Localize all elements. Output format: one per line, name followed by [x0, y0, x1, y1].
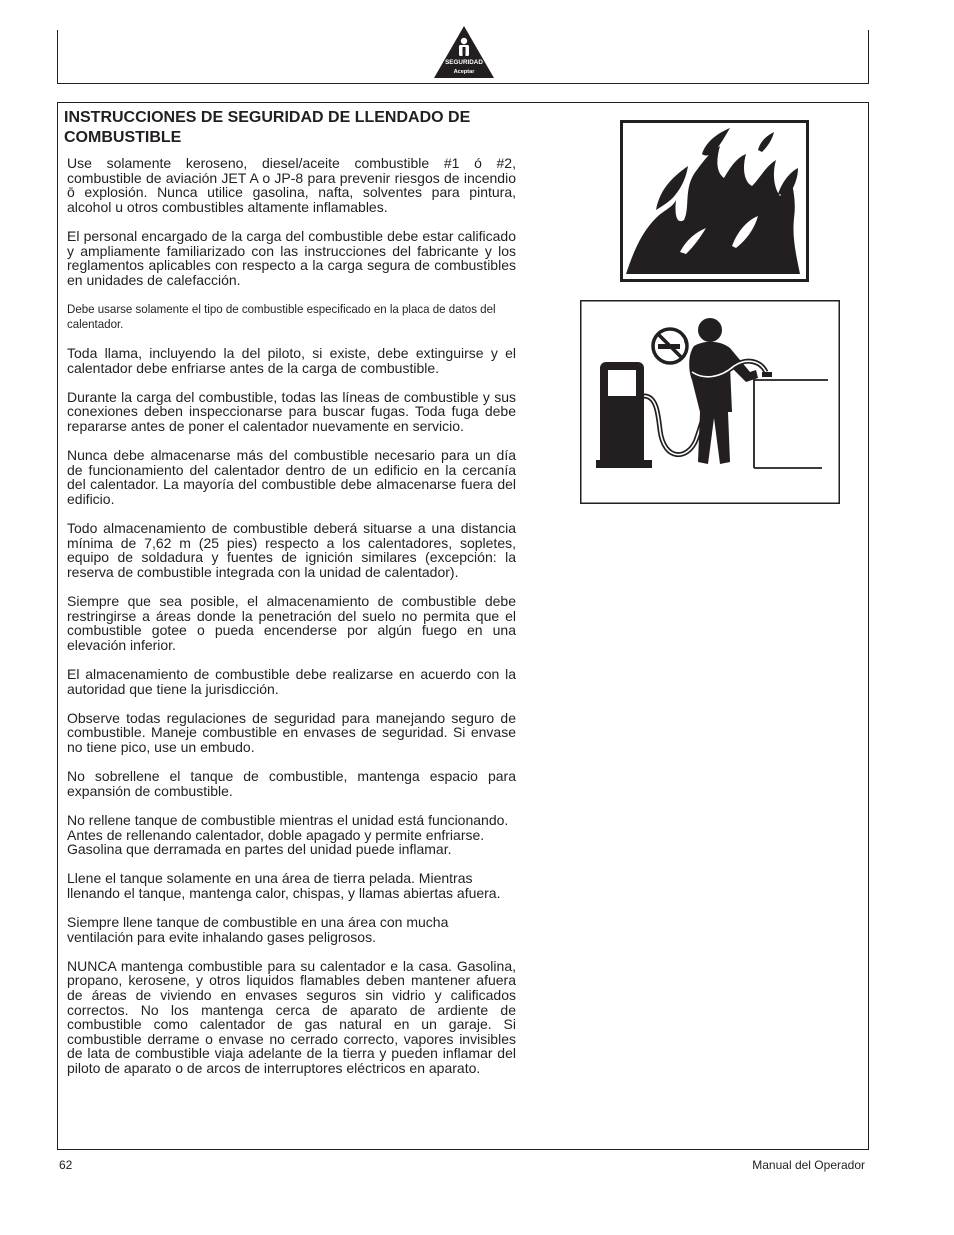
paragraph: El personal encargado de la carga del combustible debe estar calificado y ampliamente familiarizado con las instrucciones del fabricante y los reglamentos aplicables con respecto a la carga segura de combustibles en unidades de calefacción.	[67, 227, 516, 288]
paragraph: Siempre que sea posible, el almacenamiento de combustible debe restringirse a áreas donde la penetración del suelo no permita que el combustible gotee o pueda encenderse por algún fuego en una elevación inferior.	[67, 593, 516, 653]
seal-label-bottom: Aceptar	[453, 69, 475, 75]
safety-alert-seal	[432, 26, 496, 80]
paragraph: Durante la carga del combustible, todas las líneas de combustible y sus conexiones deben inspeccionarse para buscar fugas. Toda fuga debe repararse antes de poner el calentador nuevamente en servicio.	[67, 388, 516, 434]
paragraph: Debe usarse solamente el tipo de combustible especificado en la placa de datos del calentador.	[67, 301, 496, 331]
paragraph: El almacenamiento de combustible debe realizarse en acuerdo con la autoridad que tiene la jurisdicción.	[67, 666, 516, 697]
fire-hazard-icon	[620, 120, 809, 282]
paragraph: Nunca debe almacenarse más del combustible necesario para un día de funcionamiento del calentador dentro de un edificio en la cercanía del calentador. La mayoría del combustible debe almacenarse fuera del edificio.	[67, 447, 516, 507]
paragraph: Use solamente keroseno, diesel/aceite combustible #1 ó #2, combustible de aviación JET A o JP-8 para prevenir riesgos de incendio ō explosión. Nunca utilice gasolina, nafta, solventes para pintura, alcohol u otros combustibles altamente inflamables.	[67, 155, 516, 215]
paragraph: No rellene tanque de combustible mientras el unidad está funcionando. Antes de rellenando calentador, doble apagado y permite enfriarse. Gasolina que derramada en partes del unidad puede inflamar.	[67, 811, 509, 858]
paragraph: Llene el tanque solamente en una área de tierra pelada. Mientras llenando el tanque, mantenga calor, chispas, y llamas abiertas afuera.	[67, 870, 501, 901]
refuel-no-smoking-icon	[580, 300, 840, 504]
paragraph: Toda llama, incluyendo la del piloto, si existe, debe extinguirse y el calentador debe enfriarse antes de la carga de combustible.	[67, 344, 516, 376]
page-number: 62	[59, 1158, 73, 1172]
section-title: INSTRUCCIONES DE SEGURIDAD DE LLENDADO DE COMBUSTIBLE	[64, 109, 471, 146]
paragraph: No sobrellene el tanque de combustible, mantenga espacio para expansión de combustible.	[67, 768, 516, 799]
paragraph: Todo almacenamiento de combustible deberá situarse a una distancia mínima de 7,62 m (25 pies) respecto a los calentadores, sopletes, equipo de soldadura y fuentes de ignición similares (excepción: la reserva de combustible integrada con la unidad de calentador).	[67, 520, 516, 580]
seal-label-top: SEGURIDAD	[445, 59, 483, 66]
manual-title: Manual del Operador	[752, 1158, 865, 1172]
paragraph: Observe todas regulaciones de seguridad para manejando seguro de combustible. Maneje combustible en envases de seguridad. Si envase no tiene pico, use un embudo.	[67, 709, 516, 755]
paragraph: NUNCA mantenga combustible para su calentador e la casa. Gasolina, propano, kerosene, y otros liquidos flamables deben mantener afuera de áreas de viviendo en envases seguros sin vidrio y calificados correctos. No los mantenga cerca de aparato de ardiente de combustible como calentador de gas natural en un garaje. Si combustible derrame o envase no cerrado correcto, vapores invisibles de lata de combustible viaja adelante de la tierra y pueden inflamar del piloto de aparato o de arcos de interruptores eléctricos en aparato.	[67, 957, 516, 1077]
section-body	[67, 156, 516, 1090]
paragraph: Siempre llene tanque de combustible en una área con mucha ventilación para evite inhalando gases peligrosos.	[67, 914, 449, 945]
